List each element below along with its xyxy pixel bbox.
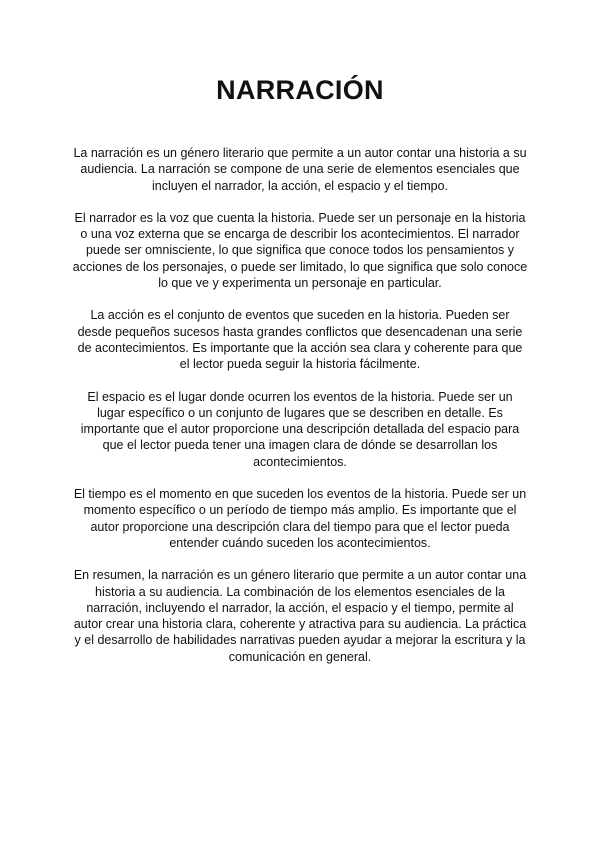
paragraph-narrador: El narrador es la voz que cuenta la historia. Puede ser un personaje en la historia o una voz externa que se encarga de describir los acontecimientos. El narrador puede ser omnisciente, lo que significa que conoce todos los pensamientos y acciones de los personajes, o puede ser limitado, lo que significa que solo conoce lo que ve y experimenta un personaje en particular. (72, 210, 528, 291)
paragraph-tiempo: El tiempo es el momento en que suceden los eventos de la historia. Puede ser un momento específico o un período de tiempo más amplio. Es importante que el autor proporcione una descripción clara del tiempo para que el lector pueda entender cuándo suceden los acontecimientos. (73, 487, 527, 550)
paragraph-accion: La acción es el conjunto de eventos que suceden en la historia. Pueden ser desde pequeños sucesos hasta grandes conflictos que desencadenan una serie de acontecimientos. Es importante que la acción sea clara y coherente para que el lector pueda seguir la historia fácilmente. (77, 308, 523, 372)
document-body (72, 145, 528, 681)
paragraph-intro: La narración es un género literario que permite a un autor contar una historia a su audiencia. La narración se compone de una serie de elementos esenciales que incluyen el narrador, la acción, el espacio y el tiempo. (73, 146, 527, 193)
paragraph-espacio: El espacio es el lugar donde ocurren los eventos de la historia. Puede ser un lugar específico o un conjunto de lugares que se describen en detalle. Es importante que el autor proporcione una descripción detallada del espacio para que el lector pueda tener una imagen clara de dónde se desarrollan los acontecimientos. (80, 389, 520, 469)
paragraph-resumen: En resumen, la narración es un género literario que permite a un autor contar una historia a su audiencia. La combinación de los elementos esenciales de la narración, incluyendo el narrador, la acción, el espacio y el tiempo, permite al autor crear una historia clara, coherente y atractiva para su audiencia. La práctica y el desarrollo de habilidades narrativas pueden ayudar a mejorar la escritura y la comunicación en general. (73, 568, 527, 664)
document-title: NARRACIÓN (216, 75, 384, 105)
